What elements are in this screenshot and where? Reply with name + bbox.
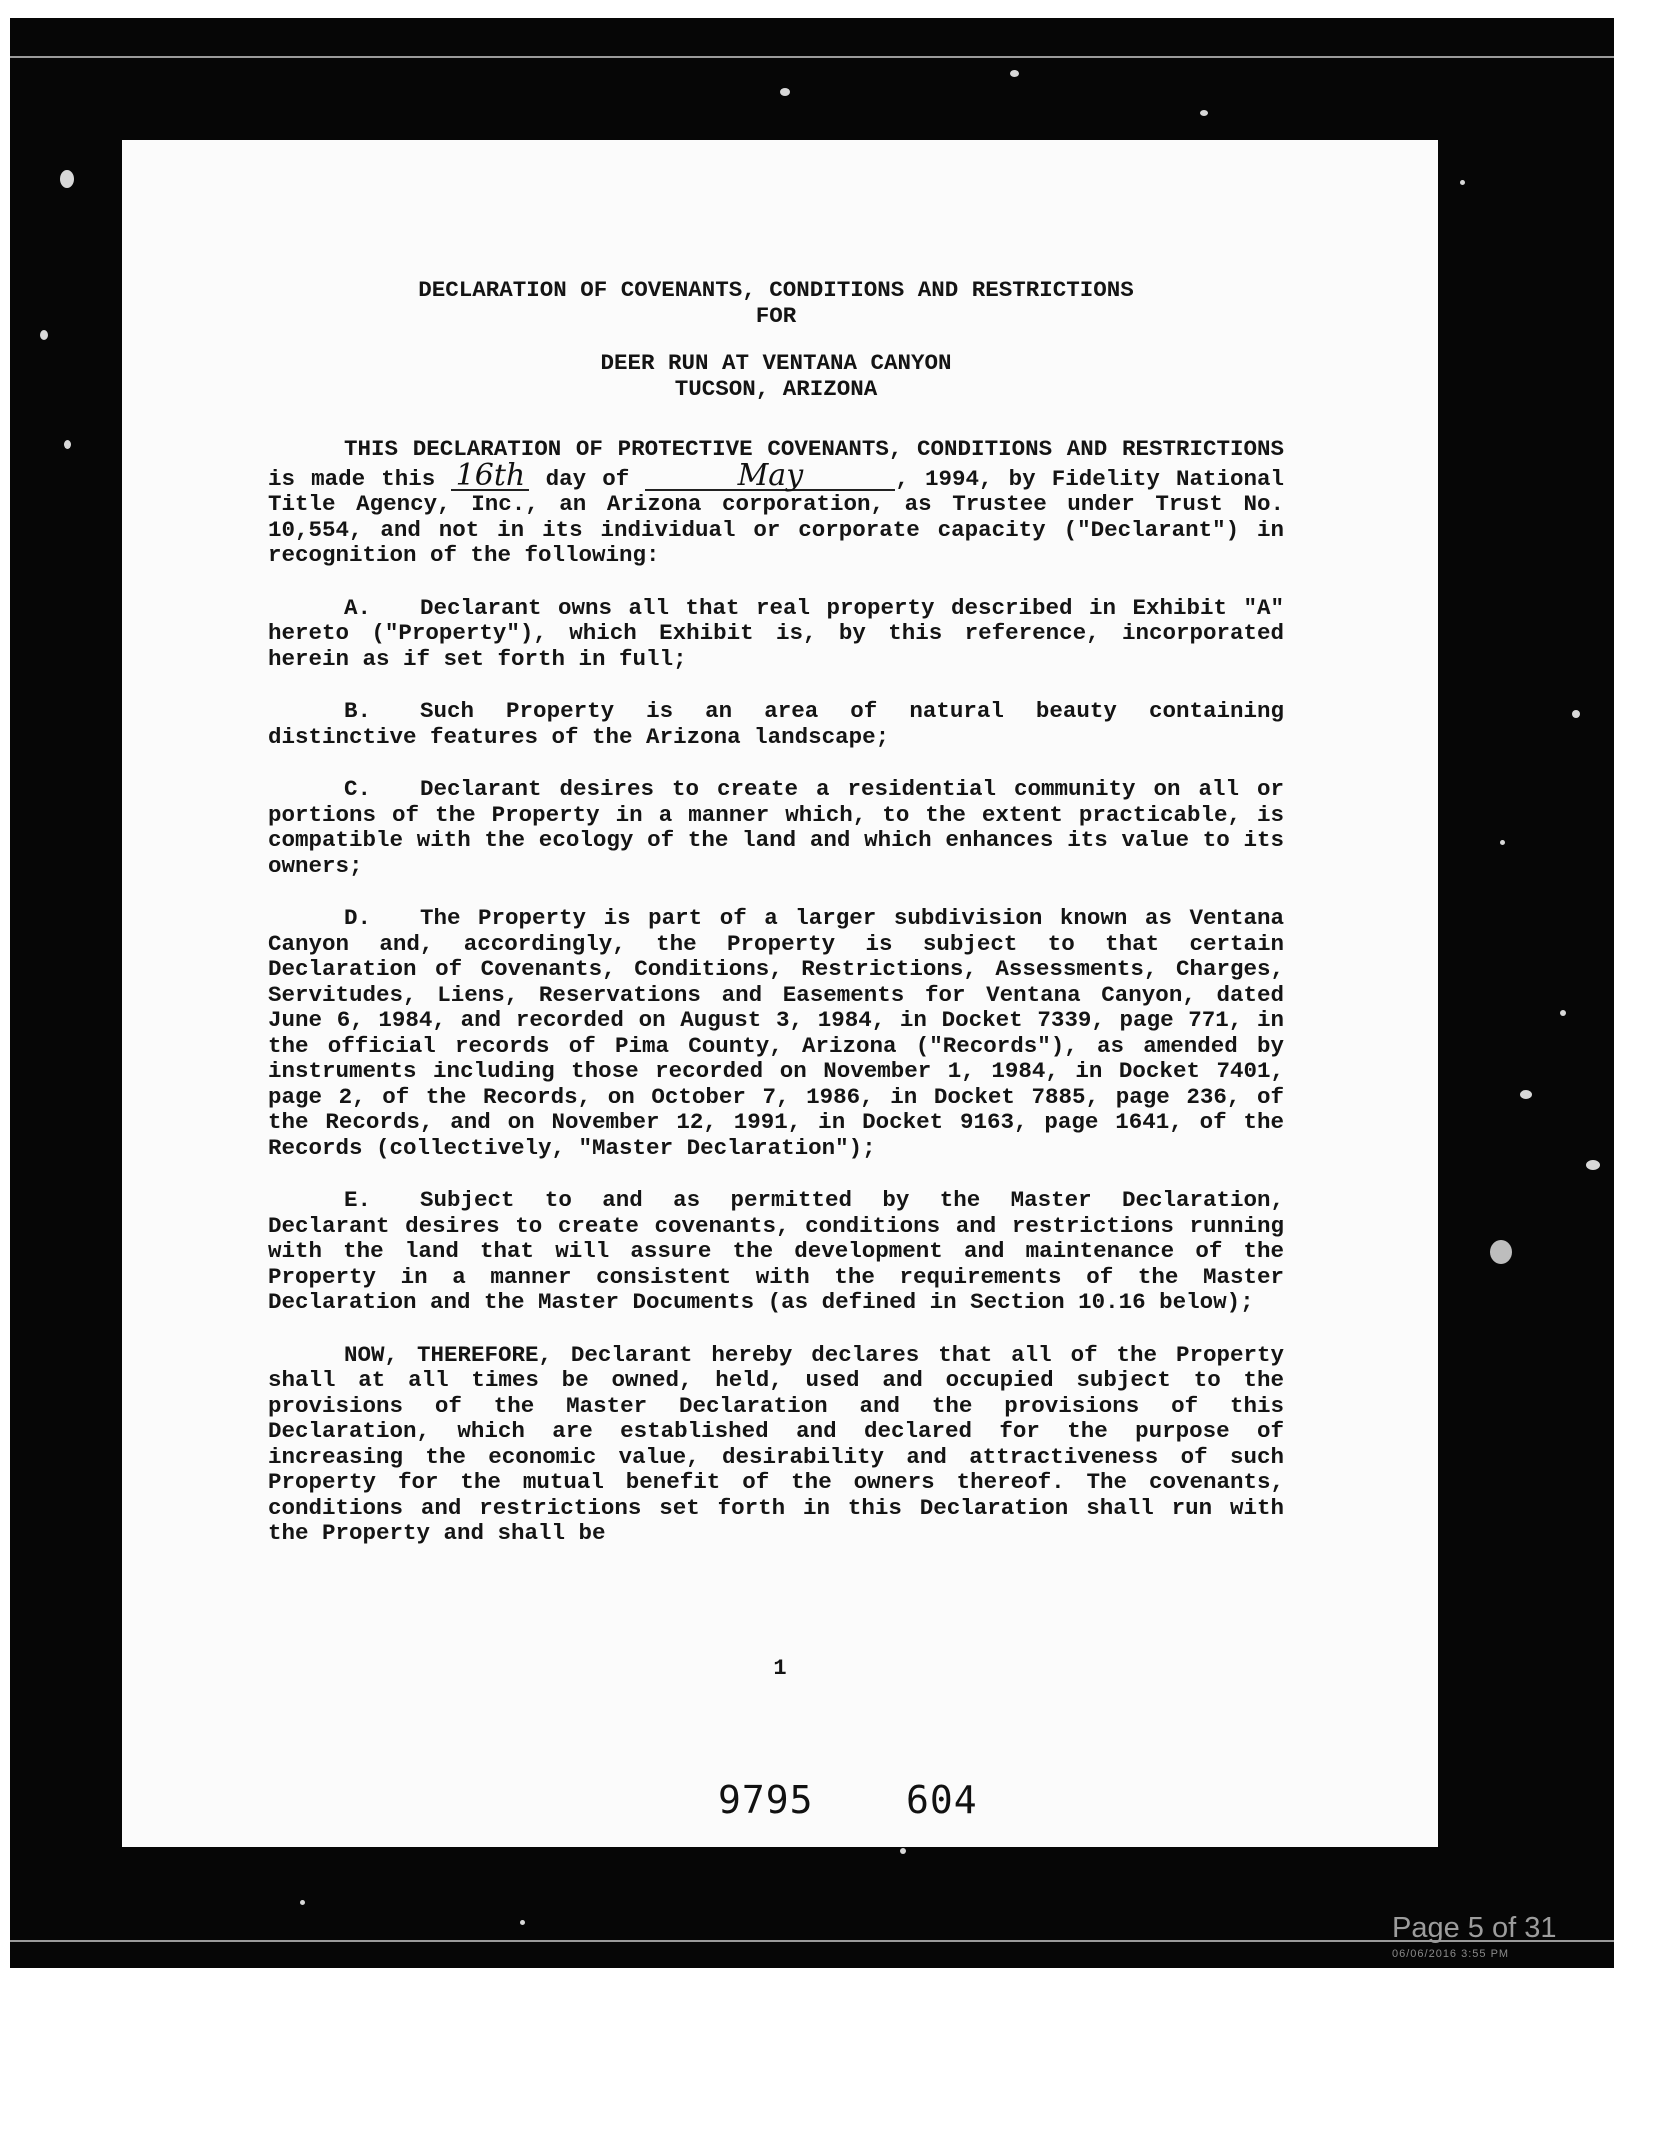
scan-edge-line <box>10 56 1614 58</box>
document-title-line1: DECLARATION OF COVENANTS, CONDITIONS AND RESTRICTIONS <box>418 277 1134 303</box>
recital-label: E. <box>344 1187 372 1213</box>
document-title-line4: TUCSON, ARIZONA <box>674 375 878 402</box>
recital-text: Subject to and as permitted by the Master Declaration, Declarant desires to create covenants, conditions and restrictions running with the land that will assure the development and maintenance of the Property in a manner consistent with the requirements of the Master Declaration and the Master Documents (as defined in Section 10.16 below); <box>268 1187 1298 1315</box>
recital-label: C. <box>344 776 372 802</box>
preamble-text-b: day of <box>545 465 630 492</box>
handwritten-day: 16th <box>451 463 529 491</box>
recital-label: D. <box>344 905 372 931</box>
recital-label: A. <box>344 594 372 621</box>
recital-text: Declarant desires to create a residential community on all or portions of the Property in a manner which, to the extent practicable, is compatible with the ecology of the land and which enhances its value to its owners; <box>268 776 1298 879</box>
docket-number: 9795 <box>718 1778 814 1822</box>
document-title-line2: FOR <box>755 302 797 329</box>
recital-a <box>268 594 1298 673</box>
docket-page: 604 <box>906 1778 978 1822</box>
document-body <box>268 277 1298 1547</box>
preamble-text-c: , 1994, by Fidelity National Title Agency, Inc., an Arizona corporation, as Trustee under Trust No. 10,554, and not in its individual or corporate capacity ("Declarant") in recognition of the following: <box>268 465 1298 568</box>
recital-text: The Property is part of a larger subdivision known as Ventana Canyon and, accordingly, the Property is subject to that certain Declaration of Covenants, Conditions, Restrictions, Assessments, Charges, Servitudes, Liens, Reservations and Easements for Ventana Canyon, dated June 6, 1984, and recorded on August 3, 1984, in Docket 7339, page 771, in the official records of Pima County, Arizona ("Records"), as amended by instruments including those recorded on November 1, 1984, in Docket 7401, page 2, of the Records, on October 7, 1986, in Docket 7885, page 236, of the Records, and on November 12, 1991, in Docket 9163, page 1641, of the Records (collectively, "Master Declaration"); <box>268 905 1298 1161</box>
recital-d <box>268 905 1298 1161</box>
document-title-line3: DEER RUN AT VENTANA CANYON <box>600 350 952 376</box>
now-therefore-paragraph <box>268 1341 1298 1547</box>
recital-e <box>268 1187 1298 1316</box>
viewer-page-indicator: Page 5 of 31 <box>1392 1912 1557 1944</box>
page-number: 1 <box>773 1656 787 1681</box>
recital-b <box>268 698 1298 750</box>
handwritten-month: May <box>645 463 895 491</box>
recital-text: Such Property is an area of natural beauty containing distinctive features of the Arizona landscape; <box>268 698 1298 750</box>
viewer-timestamp: 06/06/2016 3:55 PM <box>1392 1948 1510 1960</box>
recital-c <box>268 776 1298 879</box>
recital-label: B. <box>344 698 372 724</box>
scan-edge-line <box>10 1940 1614 1942</box>
preamble-paragraph <box>268 436 1298 569</box>
preamble-text-a: THIS DECLARATION OF PROTECTIVE COVENANTS, CONDITIONS AND RESTRICTIONS is made this <box>268 436 1298 492</box>
recital-text: Declarant owns all that real property described in Exhibit "A" hereto ("Property"), which Exhibit is, by this reference, incorporated herein as if set forth in full; <box>268 594 1298 672</box>
now-therefore-text: NOW, THEREFORE, Declarant hereby declares that all of the Property shall at all times be owned, held, used and occupied subject to the provisions of the Master Declaration and the provisions of this Declaration, which are established and declared for the purpose of increasing the economic value, desirability and attractiveness of such Property for the mutual benefit of the owners thereof. The covenants, conditions and restrictions set forth in this Declaration shall run with the Property and shall be <box>268 1341 1298 1546</box>
